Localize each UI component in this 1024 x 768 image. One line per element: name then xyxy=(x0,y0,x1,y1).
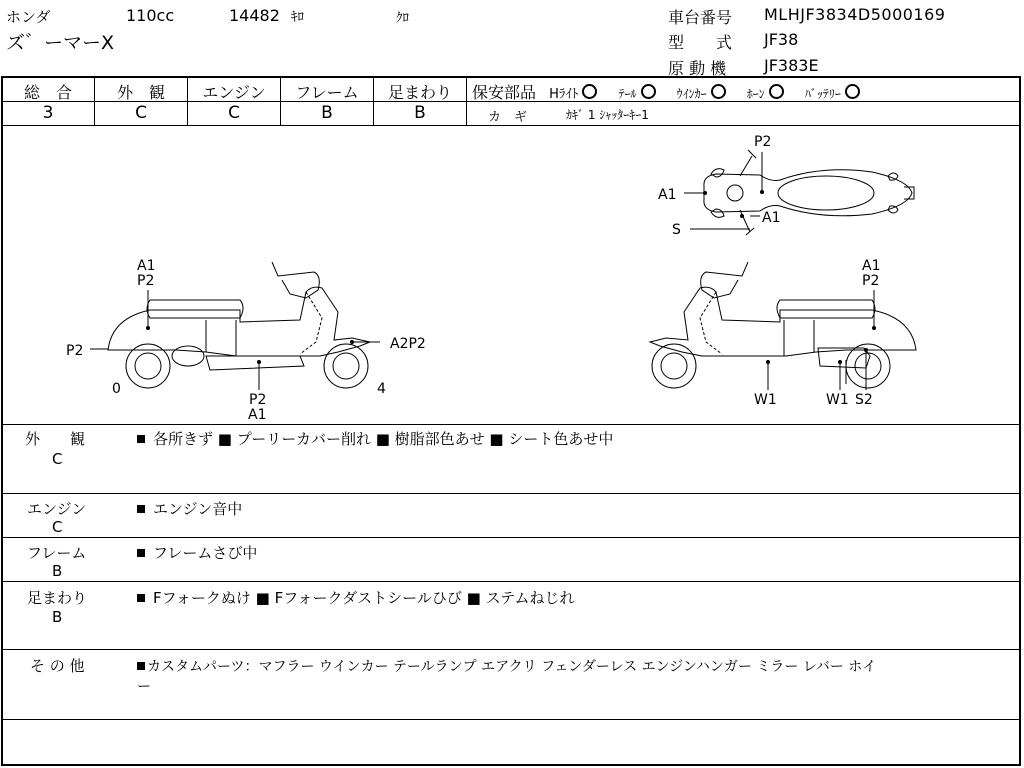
safety-battery: ﾊﾞｯﾃﾘｰ xyxy=(805,87,860,101)
safety-winker: ｳｲﾝｶｰ xyxy=(677,87,726,101)
remark-other-text: カスタムパーツ：マフラー ウインカー テールランプ エアクリ フェンダーレス エンジンハンガー ミラー レバー ホイ xyxy=(137,656,876,676)
bullet-icon xyxy=(137,662,145,670)
grade-overall-label: 総 合 xyxy=(23,83,72,102)
remark-engine-text: エンジン音中 xyxy=(137,498,242,519)
mileage-unit: ｷﾛ xyxy=(291,10,304,25)
remark-other-label: そ の 他 xyxy=(30,657,85,675)
diag-left-a1: A1 xyxy=(137,258,156,274)
remark-exterior-text: 各所きず ■ プーリーカバー削れ ■ 樹脂部色あせ ■ シート色あせ中 xyxy=(137,428,613,449)
diag-right-a1: A1 xyxy=(862,258,881,274)
bullet-icon xyxy=(137,594,145,602)
remark-other-text-cont: ー xyxy=(137,679,151,695)
chassis-label: 車台番号 xyxy=(668,8,733,27)
remark-frame-grade: B xyxy=(52,562,63,580)
scooter-top-view xyxy=(704,150,914,235)
bullet-icon xyxy=(137,549,145,557)
top-leader-lines xyxy=(684,152,762,229)
remark-suspension-grade: B xyxy=(52,608,63,626)
grade-overall-value: 3 xyxy=(42,103,54,123)
type-label: 型 式 xyxy=(668,33,733,52)
remark-engine-label: エンジン xyxy=(27,500,87,518)
grade-engine-value: C xyxy=(228,103,240,123)
engine-label: 原 動 機 xyxy=(668,59,727,78)
diag-top-a1-right: A1 xyxy=(762,210,781,226)
remark-suspension-text: Fフォークぬけ ■ Fフォークダストシールひび ■ ステムねじれ xyxy=(137,587,575,608)
remark-frame-text: フレームさび中 xyxy=(137,542,257,563)
key-value: ｶｷﾞ 1 ｼｬｯﾀｰｷｰ1 xyxy=(566,108,649,122)
bullet-icon xyxy=(137,435,145,443)
diag-left-p2-top: P2 xyxy=(137,273,155,289)
displacement: 110cc xyxy=(126,6,175,25)
bullet-icon xyxy=(137,505,145,513)
mileage-value: 14482 xyxy=(229,6,280,25)
remark-exterior-grade: C xyxy=(52,450,63,468)
safety-headlight: Hﾗｲﾄ xyxy=(549,87,597,102)
diag-left-a1-bottom: A1 xyxy=(248,407,267,423)
grade-suspension-value: B xyxy=(414,103,426,123)
diag-right-w1-front: W1 xyxy=(754,392,777,408)
grade-frame-label: フレーム xyxy=(295,83,359,102)
key-label: カ ギ xyxy=(488,110,528,125)
grade-exterior-value: C xyxy=(135,103,147,123)
color: ｸﾛ xyxy=(396,11,409,26)
model-name: ズ゛ーマーX xyxy=(6,32,115,54)
grade-engine-label: エンジン xyxy=(202,83,266,102)
safety-horn: ﾎｰﾝ xyxy=(747,87,784,101)
diag-left-a2p2: A2P2 xyxy=(390,336,426,352)
diag-top-p2: P2 xyxy=(754,134,772,150)
engine-value: JF383E xyxy=(764,56,819,75)
diag-left-p2-rear: P2 xyxy=(66,343,84,359)
diag-left-zero: 0 xyxy=(112,381,121,397)
diag-right-s2: S2 xyxy=(855,392,873,408)
diag-left-four: 4 xyxy=(377,381,386,397)
diag-right-p2: P2 xyxy=(862,273,880,289)
safety-label: 保安部品 xyxy=(472,83,537,102)
diag-right-w1-mid: W1 xyxy=(826,392,849,408)
grade-frame-value: B xyxy=(321,103,333,123)
remark-suspension-label: 足まわり xyxy=(27,589,88,607)
diag-left-p2-bottom: P2 xyxy=(249,392,267,408)
maker-name: ホンダ xyxy=(6,8,51,26)
diag-top-s: S xyxy=(672,222,681,238)
remark-engine-grade: C xyxy=(52,518,63,536)
diag-top-a1-left: A1 xyxy=(658,187,677,203)
remark-frame-label: フレーム xyxy=(27,544,87,562)
remark-exterior-label: 外 観 xyxy=(25,430,86,448)
grade-suspension-label: 足まわり xyxy=(387,83,452,102)
type-value: JF38 xyxy=(764,30,799,49)
chassis-value: MLHJF3834D5000169 xyxy=(764,5,946,24)
safety-tail: ﾃｰﾙ xyxy=(618,87,655,101)
grade-exterior-label: 外 観 xyxy=(116,83,165,102)
